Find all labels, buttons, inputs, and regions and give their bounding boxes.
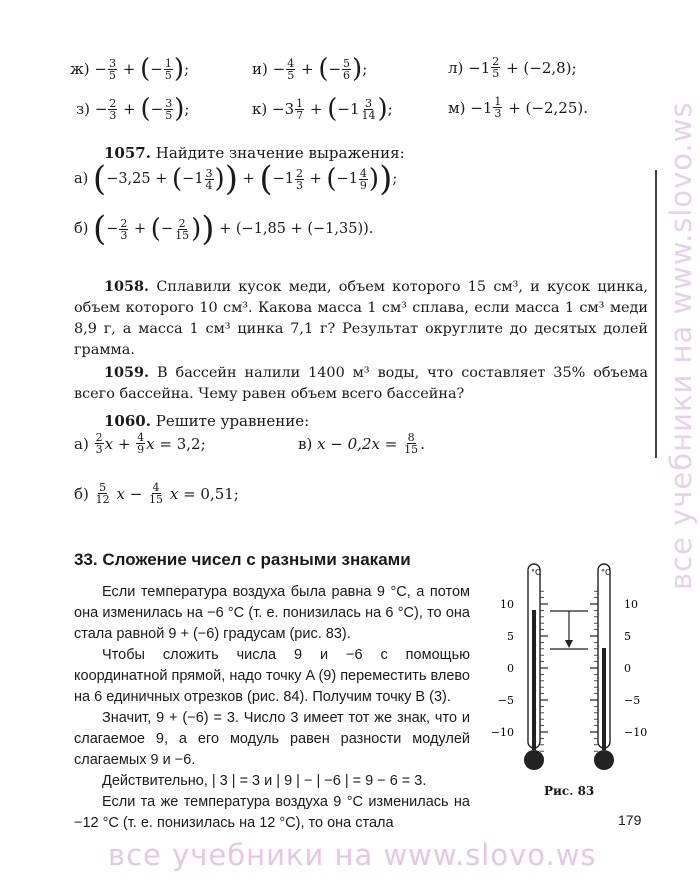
whole-part: 1 bbox=[349, 100, 360, 118]
exercise-1056-l: л) − 1 $\frac{2}{5}$ + (−2,8); bbox=[448, 55, 577, 80]
numerator: 3 bbox=[365, 96, 373, 110]
numerator: 2 bbox=[296, 166, 303, 180]
denominator: 3 bbox=[95, 443, 103, 456]
item-label: а) bbox=[74, 171, 89, 187]
numerator: 2 bbox=[178, 216, 186, 230]
paragraph: Значит, 9 + (−6) = 3. Число 3 имеет тот же знак, что и слагаемое 9, а его модуль равен разности модулей слагаемых 9 и −6. bbox=[74, 710, 470, 768]
scale-label: 0 bbox=[624, 662, 631, 675]
numerator: 1 bbox=[164, 56, 172, 70]
whole-part: 1 bbox=[480, 58, 491, 77]
whole-part: 1 bbox=[348, 171, 358, 187]
exercise-1060-b: б) $\frac{5}{12}$ x − $\frac{4}{15}$ x = 0,51; bbox=[74, 481, 239, 506]
numerator: 5 bbox=[343, 56, 351, 70]
numerator: 4 bbox=[152, 481, 160, 494]
numerator: 2 bbox=[492, 55, 500, 68]
watermark-bottom: все учебники на www.slovo.ws bbox=[108, 838, 597, 872]
fraction bbox=[359, 168, 368, 191]
denominator: 15 bbox=[404, 443, 419, 456]
paragraph: Если та же температура воздуха 9 °С изменилась на −12 °С (т. е. понизилась на 12 °С), то она стала bbox=[74, 794, 470, 831]
scale-label: 0 bbox=[507, 662, 514, 675]
denominator: 9 bbox=[137, 443, 145, 456]
expression-part: −3,25 + bbox=[106, 171, 168, 187]
exercise-number: 1059. bbox=[104, 364, 150, 381]
right-thermometer bbox=[590, 564, 647, 770]
exercise-1056-zh: ж) − $\frac{3}{5}$ + ( − $\frac{1}{5}$ ) ; bbox=[70, 54, 190, 84]
denominator: 4 bbox=[205, 178, 213, 192]
fraction bbox=[295, 168, 304, 191]
denominator: 3 bbox=[296, 178, 303, 192]
exercise-1058 bbox=[74, 276, 648, 361]
denominator: 5 bbox=[164, 68, 172, 82]
denominator: 5 bbox=[492, 67, 500, 80]
item-label: б) bbox=[74, 484, 89, 503]
denominator: 15 bbox=[149, 493, 164, 506]
exercise-1059 bbox=[74, 362, 648, 405]
fraction bbox=[136, 432, 145, 455]
fraction bbox=[164, 58, 173, 81]
denominator: 14 bbox=[361, 108, 376, 122]
denominator: 12 bbox=[95, 493, 110, 506]
expression-tail: + (−2,8); bbox=[506, 58, 577, 77]
numerator: 2 bbox=[95, 431, 103, 444]
denominator: 5 bbox=[287, 68, 295, 82]
fraction bbox=[164, 98, 173, 121]
item-label: б) bbox=[74, 221, 89, 237]
exercise-title: Найдите значение выражения: bbox=[155, 144, 405, 162]
figure-caption: Рис. 83 bbox=[544, 784, 595, 798]
exercise-1057-b: б) ( − $\frac{2}{3}$ + ( − $\frac{2}{15}$ ) ) + (−1,85 + (−1,35)). bbox=[74, 209, 374, 249]
exercise-1056-k: к) − 3 $\frac{1}{7}$ + ( − 1 $\frac{3}{14}$ ) ; bbox=[252, 94, 393, 124]
fraction bbox=[342, 58, 351, 81]
fraction bbox=[108, 58, 117, 81]
exercise-1060-v: в) x − 0,2x = $\frac{8}{15}$ . bbox=[298, 431, 425, 456]
exercise-text: Сплавили кусок меди, объем которого 15 см³, и кусок цинка, объем которого 10 см³. Какова масса 1 см³ сплава, если масса 1 см³ меди 8,9 г, а масса 1 см³ цинка 7,1 г? Результат округлите до десятых долей грамма. bbox=[74, 279, 648, 358]
numerator: 2 bbox=[120, 216, 128, 230]
fraction bbox=[295, 98, 304, 121]
section-body bbox=[74, 582, 470, 834]
fraction bbox=[95, 432, 104, 455]
item-label: л) bbox=[448, 58, 464, 77]
item-label: к) bbox=[252, 100, 268, 118]
numerator: 5 bbox=[99, 481, 107, 494]
numerator: 8 bbox=[407, 431, 415, 444]
exercise-1056-m: м) − 1 $\frac{1}{3}$ + (−2,25). bbox=[448, 95, 588, 120]
scale-label: 10 bbox=[500, 598, 514, 611]
arrow-head bbox=[565, 640, 573, 648]
item-label: з) bbox=[76, 100, 91, 118]
exercise-1056-i: и) − $\frac{4}{5}$ + ( − $\frac{5}{6}$ ) ; bbox=[252, 54, 368, 84]
item-label: и) bbox=[252, 60, 268, 78]
fraction bbox=[493, 96, 502, 119]
exercise-1056-z: з) − $\frac{2}{3}$ + ( − $\frac{3}{5}$ ) ; bbox=[76, 94, 190, 124]
scale-label: 10 bbox=[624, 598, 638, 611]
numerator: 1 bbox=[494, 95, 502, 108]
scale-label: −10 bbox=[490, 726, 514, 739]
numerator: 4 bbox=[287, 56, 295, 70]
numerator: 4 bbox=[359, 166, 367, 180]
exercise-number: 1058. bbox=[104, 278, 150, 295]
fraction bbox=[286, 58, 295, 81]
denominator: 3 bbox=[494, 107, 502, 120]
fraction bbox=[148, 482, 164, 505]
item-label: а) bbox=[74, 434, 89, 453]
exercise-1057-a: а) ( −3,25 + ( − 1 $\frac{3}{4}$ ) ) + ( − 1 $\frac{2}{3}$ + ( − 1 $\frac{4}{9}$ ) ) ; bbox=[74, 159, 398, 199]
numerator: 3 bbox=[109, 56, 116, 70]
right-hand-side: = 0,51; bbox=[183, 484, 239, 503]
section-heading: 33. Сложение чисел с разными знаками bbox=[74, 550, 411, 569]
whole-part: 1 bbox=[482, 98, 493, 117]
margin-rule bbox=[655, 170, 657, 458]
exercise-number: 1057. bbox=[104, 144, 151, 162]
item-label: в) bbox=[298, 434, 313, 453]
numerator: 3 bbox=[205, 166, 213, 180]
exercise-number: 1060. bbox=[104, 412, 151, 430]
denominator: 5 bbox=[109, 68, 116, 82]
fraction bbox=[361, 98, 377, 121]
page-number: 179 bbox=[618, 812, 642, 828]
denominator: 3 bbox=[120, 228, 128, 242]
paragraph: Если температура воздуха была равна 9 °С, а потом она изменилась на −6 °С (т. е. понизилась на 6 °С), то она стала равной 9 + (−6) градусам (рис. 83). bbox=[74, 584, 470, 642]
exercise-text: В бассейн налили 1400 м³ воды, что составляет 35% объема всего бассейна. Чему равен объем всего бассейна? bbox=[74, 365, 648, 402]
thermometer-figure bbox=[480, 560, 660, 800]
watermark-side: все учебники на www.slovo.ws bbox=[664, 101, 698, 590]
exercise-title: Решите уравнение: bbox=[155, 412, 310, 430]
scale-label: 5 bbox=[507, 630, 514, 643]
fraction bbox=[108, 98, 117, 121]
right-hand-side: = 3,2; bbox=[159, 434, 206, 453]
scale-label: −5 bbox=[497, 694, 514, 707]
scale-label: 5 bbox=[624, 630, 631, 643]
unit-label: °C bbox=[601, 568, 611, 577]
denominator: 5 bbox=[165, 108, 173, 122]
whole-part: 1 bbox=[194, 171, 204, 187]
whole-part: 3 bbox=[284, 100, 295, 118]
equation-expression: x − 0,2x = bbox=[317, 434, 398, 453]
exercise-1060-a: а) $\frac{2}{3}$ x + $\frac{4}{9}$ x = 3,2; bbox=[74, 431, 206, 456]
item-label: м) bbox=[448, 98, 466, 117]
denominator: 15 bbox=[175, 228, 190, 242]
paragraph: Чтобы сложить числа 9 и −6 с помощью координатной прямой, надо точку A (9) переместить влево на 6 единичных отрезков (рис. 84). Получим точку B (3). bbox=[74, 647, 470, 705]
fraction bbox=[491, 56, 500, 79]
exercise-1057-title bbox=[104, 144, 405, 162]
fraction bbox=[95, 482, 111, 505]
exercise-1060-title bbox=[104, 412, 309, 430]
numerator: 2 bbox=[109, 96, 117, 110]
scale-label: −10 bbox=[624, 726, 648, 739]
denominator: 6 bbox=[343, 68, 351, 82]
left-thermometer bbox=[491, 564, 548, 770]
fraction bbox=[119, 218, 128, 241]
numerator: 4 bbox=[137, 431, 145, 444]
numerator: 1 bbox=[296, 96, 304, 110]
fraction bbox=[403, 432, 419, 455]
whole-part: 1 bbox=[284, 171, 294, 187]
scale-label: −5 bbox=[624, 694, 641, 707]
denominator: 9 bbox=[359, 178, 367, 192]
expression-tail: + (−1,85 + (−1,35)). bbox=[219, 221, 374, 237]
fraction bbox=[205, 168, 214, 191]
fraction bbox=[174, 218, 190, 241]
unit-label: °C bbox=[531, 568, 541, 577]
expression-tail: + (−2,25). bbox=[508, 98, 588, 117]
numerator: 3 bbox=[165, 96, 173, 110]
item-label: ж) bbox=[70, 60, 90, 78]
denominator: 3 bbox=[109, 108, 117, 122]
denominator: 7 bbox=[296, 108, 304, 122]
paragraph: Действительно, | 3 | = 3 и | 9 | − | −6 | = 9 − 6 = 3. bbox=[102, 773, 427, 789]
